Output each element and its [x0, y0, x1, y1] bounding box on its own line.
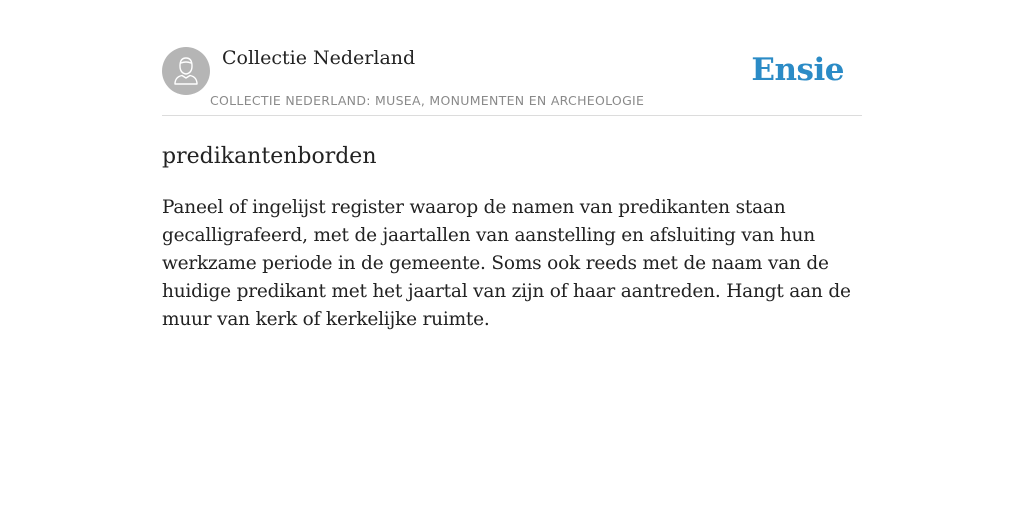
ensie-logo[interactable]: Ensie	[751, 52, 844, 88]
card-header	[162, 44, 862, 116]
avatar[interactable]	[162, 47, 210, 95]
author-name[interactable]: Collectie Nederland	[222, 47, 416, 69]
source-caption: COLLECTIE NEDERLAND: MUSEA, MONUMENTEN EN ARCHEOLOGIE	[210, 93, 645, 108]
term-heading: predikantenborden	[162, 144, 377, 169]
definition-card	[162, 44, 862, 334]
user-silhouette-icon	[162, 47, 210, 95]
definition-text: Paneel of ingelijst register waarop de namen van predikanten staan gecalligrafeerd, met de jaartallen van aanstelling en afsluiting van hun werkzame periode in de gemeente. Soms ook reeds met de naam van de huidige predikant met het jaartal van zijn of haar aantreden. Hangt aan de muur van kerk of kerkelijke ruimte.	[162, 197, 851, 330]
